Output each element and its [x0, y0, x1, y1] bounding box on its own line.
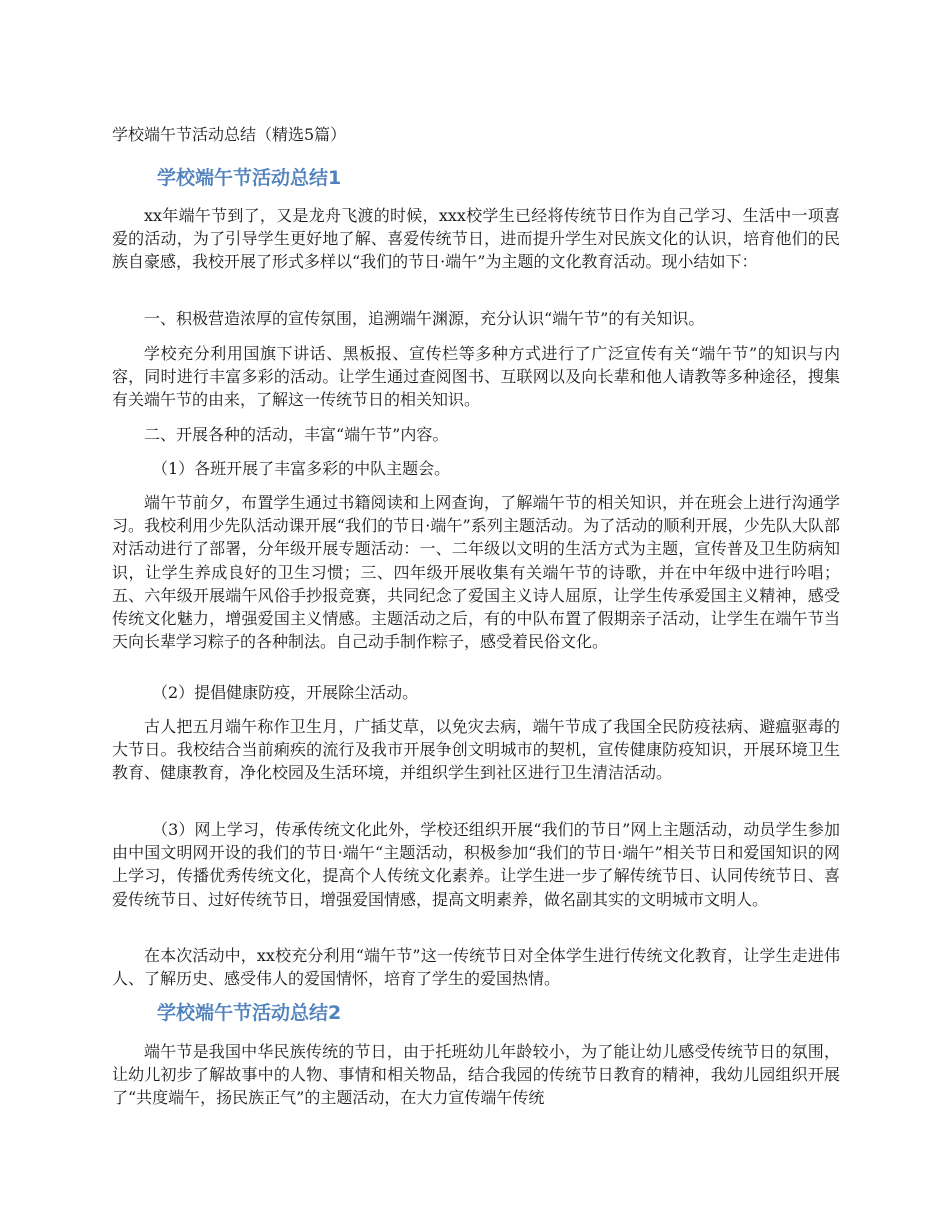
paragraph: （3）网上学习，传承传统文化此外，学校还组织开展“我们的节日”网上主题活动，动员学生参加由中国文明网开设的我们的节日·端午“主题活动，积极参加“我们的节日·端午”相关节日和爱国知识的网上学习，传播优秀传统文化，提高个人传统文化素养。让学生进一步了解传统节日、认同传统节日、喜爱传统节日、过好传统节日，增强爱国情感，提高文明素养，做名副其实的文明城市文明人。	[112, 820, 840, 909]
paragraph: 端午节是我国中华民族传统的节日，由于托班幼儿年龄较小，为了能让幼儿感受传统节日的氛围，让幼儿初步了解故事中的人物、事情和相关物品，结合我园的传统节日教育的精神，我幼儿园组织开展了“共度端午，扬民族正气”的主题活动，在大力宣传端午传统	[112, 1042, 840, 1108]
paragraph: 古人把五月端午称作卫生月，广插艾草，以免灾去病，端午节成了我国全民防疫祛病、避瘟驱毒的大节日。我校结合当前痢疾的流行及我市开展争创文明城市的契机，宣传健康防疫知识，开展环境卫生教育、健康教育，净化校园及生活环境，并组织学生到社区进行卫生清洁活动。	[112, 717, 840, 783]
document-title: 学校端午节活动总结（精选5篇）	[112, 125, 347, 144]
paragraph: 一、积极营造浓厚的宣传氛围，追溯端午渊源，充分认识“端午节”的有关知识。	[144, 309, 705, 328]
paragraph: xx年端午节到了，又是龙舟飞渡的时候，xxx校学生已经将传统节日作为自己学习、生活中一项喜爱的活动，为了引导学生更好地了解、喜爱传统节日，进而提升学生对民族文化的认识，培育他们的民族自豪感，我校开展了形式多样以“我们的节日·端午”为主题的文化教育活动。现小结如下：	[112, 206, 840, 272]
paragraph: 在本次活动中，xx校充分利用“端午节”这一传统节日对全体学生进行传统文化教育，让学生走进伟人、了解历史、感受伟人的爱国情怀，培育了学生的爱国热情。	[112, 946, 840, 989]
paragraph: 学校充分利用国旗下讲话、黑板报、宣传栏等多种方式进行了广泛宣传有关“端午节”的知识与内容，同时进行丰富多彩的活动。让学生通过查阅图书、互联网以及向长辈和他人请教等多种途径，搜集有关端午节的由来，了解这一传统节日的相关知识。	[112, 344, 840, 410]
paragraph: （1）各班开展了丰富多彩的中队主题会。	[152, 459, 451, 478]
section-heading-2: 学校端午节活动总结2	[157, 1002, 342, 1024]
paragraph: 二、开展各种的活动，丰富“端午节”内容。	[144, 425, 449, 444]
paragraph: （2）提倡健康防疫，开展除尘活动。	[152, 683, 419, 702]
paragraph: 端午节前夕，布置学生通过书籍阅读和上网查询，了解端午节的相关知识，并在班会上进行沟通学习。我校利用少先队活动课开展“我们的节日·端午”系列主题活动。为了活动的顺利开展，少先队大队部对活动进行了部署，分年级开展专题活动：一、二年级以文明的生活方式为主题，宣传普及卫生防病知识，让学生养成良好的卫生习惯；三、四年级开展收集有关端午节的诗歌，并在中年级中进行吟唱；五、六年级开展端午风俗手抄报竞赛，共同纪念了爱国主义诗人屈原，让学生传承爱国主义精神，感受传统文化魅力，增强爱国主义情感。主题活动之后，有的中队布置了假期亲子活动，让学生在端午节当天向长辈学习粽子的各种制法。自己动手制作粽子，感受着民俗文化。	[112, 493, 840, 652]
section-heading-1: 学校端午节活动总结1	[157, 167, 342, 189]
